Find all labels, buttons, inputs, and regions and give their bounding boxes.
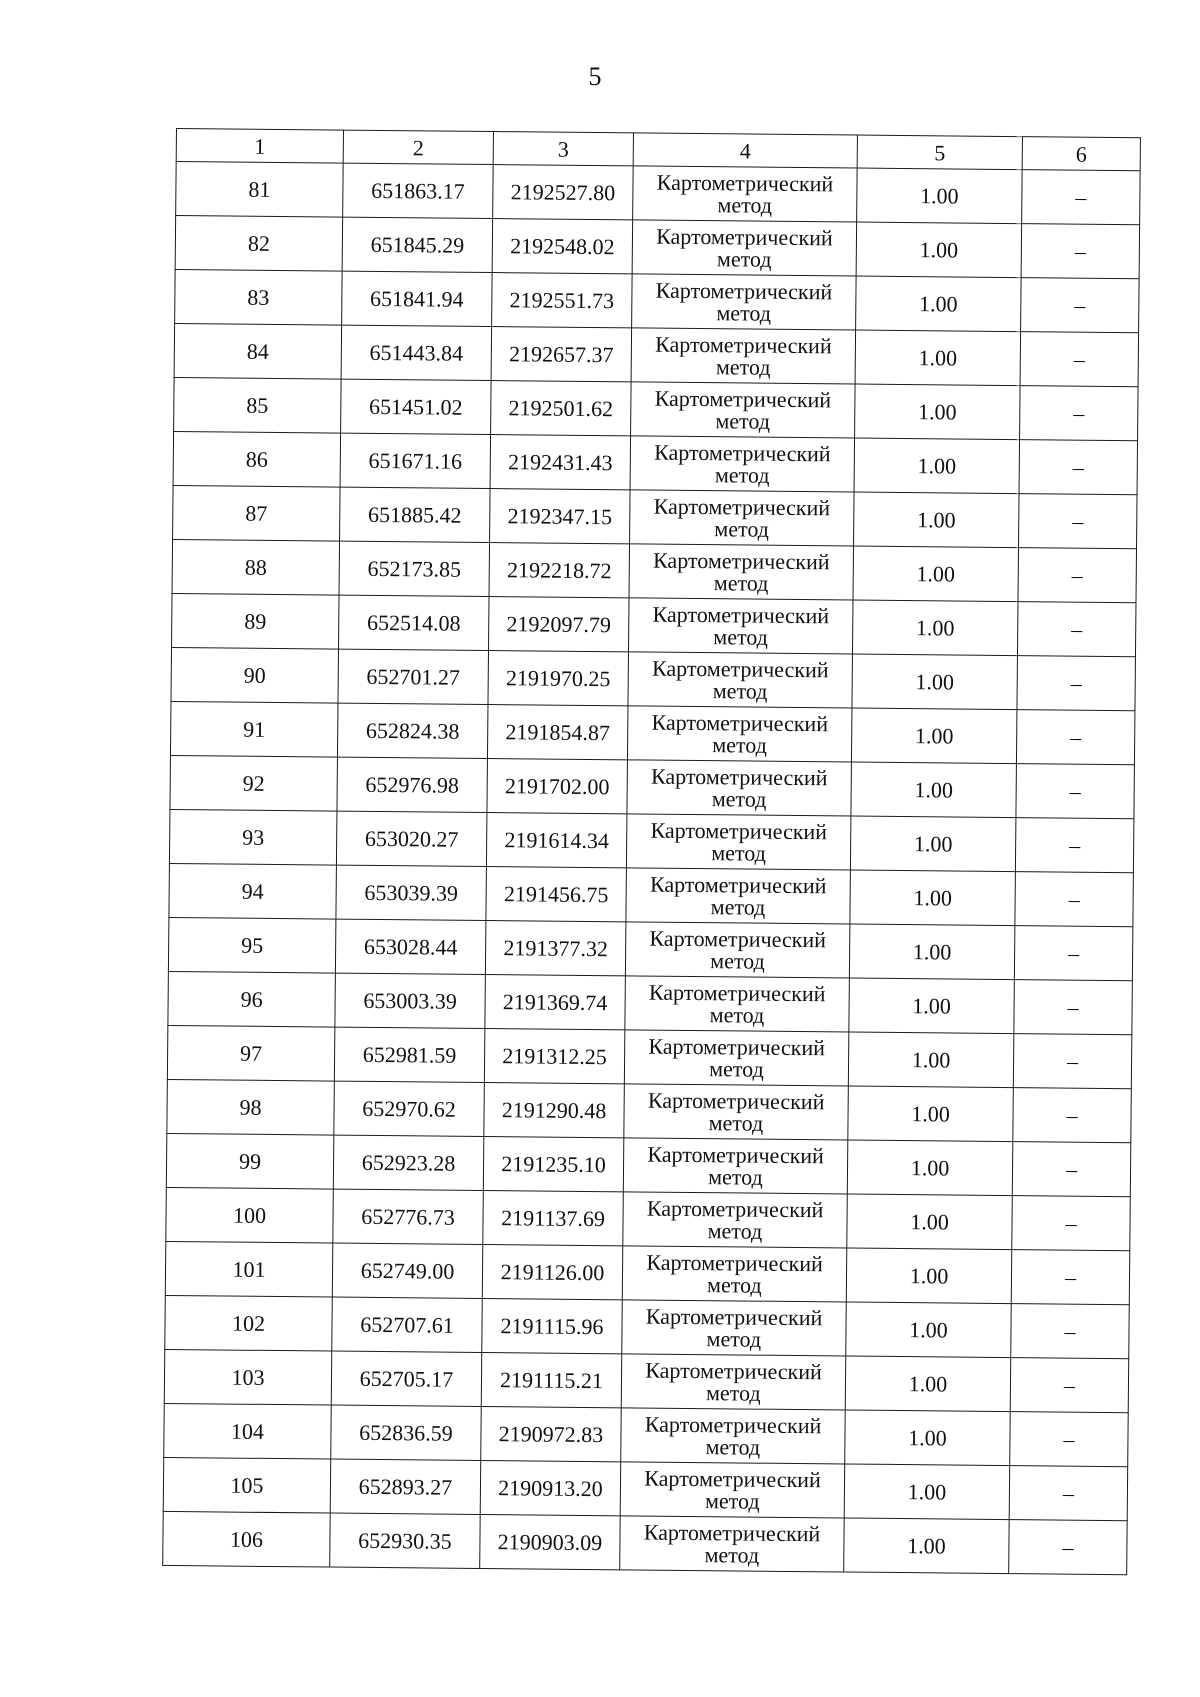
- table-row: [169, 809, 1133, 872]
- method-cell: [633, 166, 858, 222]
- y-coordinate-cell: 2191115.21: [481, 1352, 622, 1407]
- method-line-1: Картометрический: [646, 1195, 824, 1222]
- note-cell: –: [1021, 224, 1140, 279]
- coordinates-table: [162, 128, 1141, 1575]
- point-number-cell: 89: [172, 593, 340, 649]
- method-line-2: метод: [707, 1271, 762, 1298]
- point-number-cell: 90: [171, 647, 339, 703]
- accuracy-cell: 1.00: [854, 438, 1020, 494]
- x-coordinate-cell: 651841.94: [342, 271, 493, 326]
- point-number-cell: 84: [174, 323, 342, 379]
- method-line-2: метод: [705, 1379, 761, 1406]
- header-col-3: 3: [493, 132, 633, 166]
- method-line-1: Картометрический: [649, 871, 827, 898]
- accuracy-cell: 1.00: [853, 546, 1019, 602]
- table-row: [165, 1241, 1129, 1304]
- x-coordinate-cell: 652707.61: [332, 1297, 483, 1352]
- y-coordinate-cell: 2192527.80: [493, 165, 634, 220]
- header-col-2: 2: [343, 130, 493, 164]
- method-line-1: Картометрический: [652, 601, 830, 628]
- y-coordinate-cell: 2192657.37: [491, 327, 632, 382]
- method-line-2: метод: [708, 1163, 763, 1190]
- method-cell: [626, 868, 851, 924]
- method-cell: [623, 1192, 848, 1248]
- method-line-1: Картометрический: [654, 439, 831, 466]
- accuracy-cell: 1.00: [855, 330, 1021, 386]
- table-row: [164, 1403, 1128, 1466]
- x-coordinate-cell: 653028.44: [335, 919, 486, 974]
- note-cell: –: [1014, 926, 1133, 981]
- method-line-1: Картометрический: [651, 655, 829, 682]
- point-number-cell: 92: [170, 755, 338, 811]
- method-cell: [621, 1408, 846, 1464]
- table-row: [176, 162, 1140, 225]
- note-cell: –: [1010, 1358, 1129, 1413]
- x-coordinate-cell: 652705.17: [331, 1351, 482, 1406]
- method-line-1: Картометрический: [643, 1519, 821, 1546]
- method-line-1: Картометрический: [648, 1033, 826, 1060]
- table-row: [166, 1187, 1130, 1250]
- method-line-2: метод: [716, 299, 772, 326]
- method-line-2: метод: [715, 353, 771, 380]
- y-coordinate-cell: 2190972.83: [481, 1406, 622, 1461]
- x-coordinate-cell: 651671.16: [340, 433, 491, 488]
- x-coordinate-cell: 652776.73: [333, 1189, 484, 1244]
- table-row: [164, 1349, 1128, 1412]
- x-coordinate-cell: 651443.84: [341, 325, 492, 380]
- accuracy-cell: 1.00: [856, 276, 1022, 332]
- point-number-cell: 91: [170, 701, 338, 757]
- method-line-2: метод: [714, 461, 770, 488]
- x-coordinate-cell: 652824.38: [337, 703, 488, 758]
- x-coordinate-cell: 651845.29: [342, 217, 493, 272]
- method-cell: [620, 1516, 845, 1572]
- note-cell: –: [1020, 332, 1139, 387]
- point-number-cell: 83: [175, 269, 343, 325]
- x-coordinate-cell: 652970.62: [334, 1081, 485, 1136]
- point-number-cell: 103: [164, 1349, 332, 1405]
- method-line-1: Картометрический: [651, 709, 829, 736]
- table-row: [173, 431, 1137, 494]
- method-cell: [622, 1300, 847, 1356]
- point-number-cell: 97: [167, 1025, 335, 1081]
- note-cell: –: [1009, 1466, 1128, 1521]
- y-coordinate-cell: 2191137.69: [483, 1190, 624, 1245]
- method-cell: [622, 1246, 847, 1302]
- accuracy-cell: 1.00: [845, 1410, 1011, 1466]
- note-cell: –: [1009, 1520, 1128, 1575]
- x-coordinate-cell: 653039.39: [336, 865, 487, 920]
- accuracy-cell: 1.00: [851, 762, 1017, 818]
- method-line-1: Картометрический: [645, 1357, 822, 1384]
- table-body: [163, 162, 1140, 1575]
- method-cell: [624, 1030, 849, 1086]
- table-row: [166, 1133, 1130, 1196]
- table-row: [175, 269, 1139, 332]
- accuracy-cell: 1.00: [845, 1356, 1011, 1412]
- method-cell: [625, 922, 850, 978]
- point-number-cell: 105: [163, 1457, 331, 1513]
- note-cell: –: [1016, 764, 1135, 819]
- y-coordinate-cell: 2192097.79: [488, 597, 629, 652]
- point-number-cell: 94: [169, 863, 337, 919]
- accuracy-cell: 1.00: [852, 600, 1018, 656]
- page-number: 5: [588, 62, 602, 91]
- x-coordinate-cell: 652893.27: [330, 1459, 481, 1514]
- method-line-2: метод: [710, 893, 766, 920]
- y-coordinate-cell: 2190913.20: [480, 1460, 621, 1515]
- note-cell: –: [1013, 1034, 1132, 1089]
- method-line-2: метод: [708, 1109, 764, 1136]
- method-cell: [631, 328, 856, 384]
- x-coordinate-cell: 651885.42: [340, 487, 491, 542]
- method-line-1: Картометрический: [649, 925, 827, 952]
- x-coordinate-cell: 651451.02: [341, 379, 492, 434]
- table-row: [163, 1511, 1127, 1574]
- x-coordinate-cell: 652930.35: [330, 1513, 481, 1568]
- point-number-cell: 104: [164, 1403, 332, 1459]
- table-row: [167, 1079, 1131, 1142]
- method-line-2: метод: [712, 731, 768, 758]
- note-cell: –: [1011, 1250, 1130, 1305]
- point-number-cell: 93: [169, 809, 337, 865]
- method-line-1: Картометрический: [656, 223, 833, 250]
- note-cell: –: [1010, 1412, 1129, 1467]
- table-row: [172, 539, 1136, 602]
- accuracy-cell: 1.00: [857, 168, 1023, 224]
- table-row: [168, 971, 1132, 1034]
- x-coordinate-cell: 653020.27: [336, 811, 487, 866]
- y-coordinate-cell: 2192218.72: [489, 543, 630, 598]
- note-cell: –: [1013, 1088, 1132, 1143]
- note-cell: –: [1017, 656, 1136, 711]
- table-row: [174, 377, 1138, 440]
- method-line-2: метод: [706, 1325, 762, 1352]
- y-coordinate-cell: 2192431.43: [490, 435, 631, 490]
- y-coordinate-cell: 2191369.74: [485, 975, 626, 1030]
- y-coordinate-cell: 2191312.25: [484, 1029, 625, 1084]
- method-line-1: Картометрический: [647, 1141, 825, 1168]
- method-line-2: метод: [717, 191, 773, 218]
- x-coordinate-cell: 652976.98: [337, 757, 488, 812]
- accuracy-cell: 1.00: [850, 870, 1016, 926]
- method-line-2: метод: [709, 1055, 764, 1082]
- table-row: [174, 323, 1138, 386]
- accuracy-cell: 1.00: [852, 654, 1018, 710]
- accuracy-cell: 1.00: [847, 1194, 1013, 1250]
- x-coordinate-cell: 652749.00: [332, 1243, 483, 1298]
- method-line-1: Картометрический: [648, 979, 826, 1006]
- method-line-1: Картометрический: [647, 1087, 825, 1114]
- table-row: [167, 1025, 1131, 1088]
- x-coordinate-cell: 652981.59: [334, 1027, 485, 1082]
- method-line-2: метод: [716, 245, 772, 272]
- point-number-cell: 96: [168, 971, 336, 1027]
- note-cell: –: [1015, 818, 1134, 873]
- method-line-1: Картометрический: [650, 763, 828, 790]
- y-coordinate-cell: 2191126.00: [482, 1244, 623, 1299]
- accuracy-cell: 1.00: [851, 708, 1017, 764]
- method-line-1: Картометрический: [653, 493, 831, 520]
- method-cell: [628, 598, 853, 654]
- table-row: [172, 593, 1136, 656]
- x-coordinate-cell: 652514.08: [339, 595, 490, 650]
- x-coordinate-cell: 652173.85: [339, 541, 490, 596]
- method-cell: [632, 220, 857, 276]
- x-coordinate-cell: 651863.17: [343, 163, 494, 218]
- method-cell: [626, 814, 851, 870]
- note-cell: –: [1015, 872, 1134, 927]
- accuracy-cell: 1.00: [848, 1032, 1014, 1088]
- note-cell: –: [1021, 278, 1140, 333]
- x-coordinate-cell: 652836.59: [331, 1405, 482, 1460]
- note-cell: –: [1012, 1142, 1131, 1197]
- point-number-cell: 95: [168, 917, 336, 973]
- point-number-cell: 86: [173, 431, 341, 487]
- accuracy-cell: 1.00: [855, 384, 1021, 440]
- accuracy-cell: 1.00: [849, 978, 1015, 1034]
- method-line-1: Картометрический: [655, 277, 833, 304]
- method-cell: [625, 976, 850, 1032]
- method-cell: [630, 436, 855, 492]
- y-coordinate-cell: 2191702.00: [487, 759, 628, 814]
- accuracy-cell: 1.00: [844, 1518, 1010, 1574]
- y-coordinate-cell: 2191854.87: [487, 705, 628, 760]
- table-row: [169, 863, 1133, 926]
- header-col-1: 1: [176, 129, 343, 164]
- note-cell: –: [1018, 548, 1137, 603]
- accuracy-cell: 1.00: [848, 1086, 1014, 1142]
- y-coordinate-cell: 2191115.96: [482, 1298, 623, 1353]
- note-cell: –: [1019, 494, 1138, 549]
- note-cell: –: [1016, 710, 1135, 765]
- y-coordinate-cell: 2191456.75: [486, 867, 627, 922]
- method-line-2: метод: [705, 1433, 761, 1460]
- table-row: [168, 917, 1132, 980]
- method-cell: [627, 706, 852, 762]
- method-line-2: метод: [707, 1217, 763, 1244]
- note-cell: –: [1011, 1304, 1130, 1359]
- method-cell: [629, 544, 854, 600]
- y-coordinate-cell: 2192347.15: [490, 489, 631, 544]
- point-number-cell: 81: [176, 162, 344, 218]
- method-line-1: Картометрический: [645, 1303, 823, 1330]
- table-row: [163, 1457, 1127, 1520]
- table-row: [170, 755, 1134, 818]
- header-col-5: 5: [857, 135, 1022, 170]
- point-number-cell: 82: [175, 216, 343, 272]
- point-number-cell: 85: [174, 377, 342, 433]
- x-coordinate-cell: 652923.28: [333, 1135, 484, 1190]
- y-coordinate-cell: 2192551.73: [492, 273, 633, 328]
- method-line-1: Картометрический: [655, 331, 832, 358]
- accuracy-cell: 1.00: [846, 1248, 1012, 1304]
- y-coordinate-cell: 2191235.10: [483, 1137, 624, 1192]
- method-cell: [620, 1462, 845, 1518]
- method-line-1: Картометрический: [644, 1411, 822, 1438]
- y-coordinate-cell: 2190903.09: [480, 1514, 621, 1569]
- table-row: [173, 485, 1137, 548]
- point-number-cell: 98: [167, 1079, 335, 1135]
- method-line-2: метод: [710, 947, 765, 974]
- method-line-1: Картометрический: [646, 1249, 823, 1276]
- y-coordinate-cell: 2191970.25: [488, 651, 629, 706]
- method-line-1: Картометрический: [653, 547, 830, 574]
- note-cell: –: [1020, 386, 1139, 441]
- method-line-2: метод: [712, 677, 768, 704]
- y-coordinate-cell: 2192548.02: [492, 219, 633, 274]
- method-cell: [624, 1084, 849, 1140]
- x-coordinate-cell: 652701.27: [338, 649, 489, 704]
- point-number-cell: 101: [165, 1241, 333, 1297]
- method-line-2: метод: [709, 1001, 765, 1028]
- y-coordinate-cell: 2191377.32: [485, 921, 626, 976]
- x-coordinate-cell: 653003.39: [335, 973, 486, 1028]
- accuracy-cell: 1.00: [844, 1464, 1010, 1520]
- point-number-cell: 87: [173, 485, 341, 541]
- method-cell: [632, 274, 857, 330]
- point-number-cell: 88: [172, 539, 340, 595]
- table-row: [171, 647, 1135, 710]
- method-line-2: метод: [715, 407, 771, 434]
- y-coordinate-cell: 2191290.48: [484, 1083, 625, 1138]
- point-number-cell: 100: [166, 1187, 334, 1243]
- method-cell: [627, 760, 852, 816]
- point-number-cell: 99: [166, 1133, 334, 1189]
- method-line-1: Картометрический: [644, 1465, 821, 1492]
- point-number-cell: 106: [163, 1511, 331, 1567]
- method-line-2: метод: [704, 1541, 760, 1568]
- accuracy-cell: 1.00: [856, 222, 1022, 278]
- header-col-4: 4: [633, 133, 857, 168]
- y-coordinate-cell: 2192501.62: [491, 381, 632, 436]
- accuracy-cell: 1.00: [854, 492, 1020, 548]
- method-cell: [628, 652, 853, 708]
- method-line-1: Картометрический: [654, 385, 832, 412]
- method-line-1: Картометрический: [656, 169, 834, 196]
- note-cell: –: [1014, 980, 1133, 1035]
- method-cell: [630, 490, 855, 546]
- table-row: [175, 216, 1139, 279]
- method-line-2: метод: [713, 623, 769, 650]
- method-line-2: метод: [704, 1487, 760, 1514]
- method-cell: [631, 382, 856, 438]
- note-cell: –: [1017, 602, 1136, 657]
- table-row: [170, 701, 1134, 764]
- y-coordinate-cell: 2191614.34: [486, 813, 627, 868]
- method-line-2: метод: [713, 569, 769, 596]
- accuracy-cell: 1.00: [846, 1302, 1012, 1358]
- method-line-1: Картометрический: [650, 817, 828, 844]
- point-number-cell: 102: [165, 1295, 333, 1351]
- note-cell: –: [1022, 170, 1141, 225]
- accuracy-cell: 1.00: [850, 816, 1016, 872]
- method-line-2: метод: [714, 515, 770, 542]
- accuracy-cell: 1.00: [847, 1140, 1013, 1196]
- method-cell: [623, 1138, 848, 1194]
- method-cell: [621, 1354, 846, 1410]
- header-col-6: 6: [1022, 137, 1140, 171]
- table-row: [165, 1295, 1129, 1358]
- method-line-2: метод: [711, 785, 767, 812]
- accuracy-cell: 1.00: [849, 924, 1015, 980]
- note-cell: –: [1019, 440, 1138, 495]
- note-cell: –: [1012, 1196, 1131, 1251]
- method-line-2: метод: [711, 839, 766, 866]
